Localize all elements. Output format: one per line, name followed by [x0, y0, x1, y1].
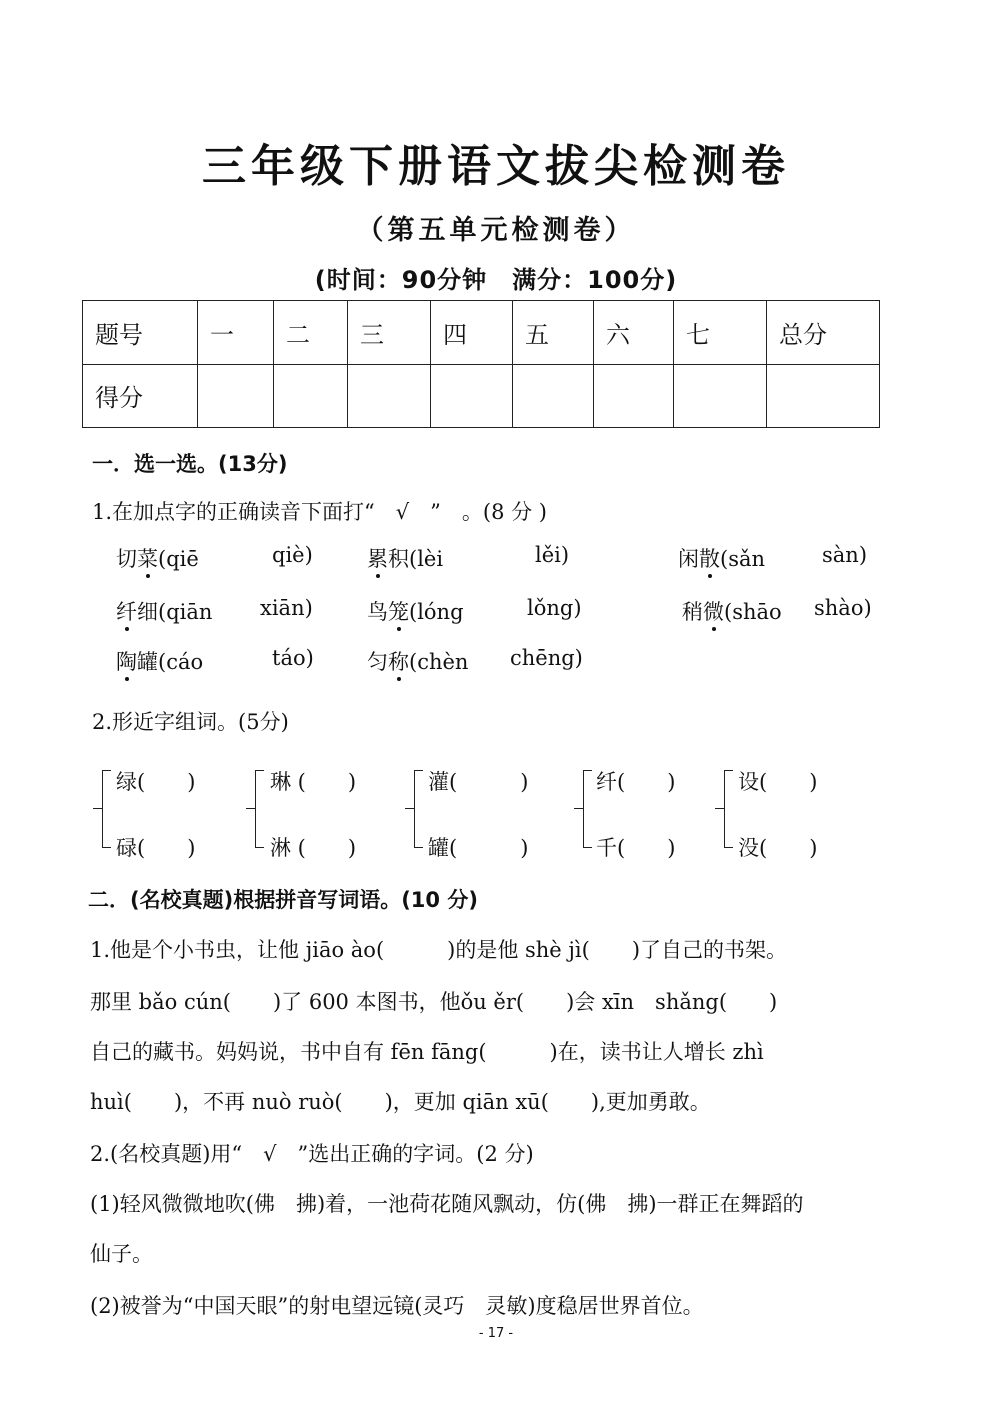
word-pair-a[interactable]: 琳 ( ) — [270, 770, 357, 794]
score-table-cell: 五 — [513, 301, 594, 365]
score-input-cell[interactable] — [274, 364, 348, 428]
word-pair-b[interactable]: 千( ) — [596, 836, 676, 860]
score-table-score-row — [83, 364, 880, 428]
q2-prompt: 2.形近字组词。(5分) — [92, 710, 289, 734]
word-char: 闲 — [678, 547, 699, 571]
pinyin-option[interactable]: sàn) — [822, 543, 868, 567]
word-char: 积 — [388, 547, 409, 571]
page-title: 三年级下册语文拔尖检测卷 — [202, 141, 790, 192]
score-input-cell[interactable] — [431, 364, 513, 428]
word-pair-b[interactable]: 没( ) — [738, 836, 818, 860]
pinyin-item — [682, 596, 782, 626]
score-table-cell: 二 — [274, 301, 348, 365]
pinyin-option[interactable]: (shāo — [724, 600, 782, 624]
paragraph-line: 仙子。 — [90, 1242, 153, 1266]
word-pair-b[interactable]: 罐( ) — [428, 836, 529, 860]
pinyin-item — [367, 596, 464, 626]
dotted-char: 菜 — [137, 543, 158, 573]
dotted-char: 累 — [367, 543, 388, 573]
brace-icon — [255, 770, 264, 848]
word-char: 鸟 — [367, 600, 388, 624]
word-pair-b[interactable]: 淋 ( ) — [270, 836, 357, 860]
score-input-cell[interactable] — [348, 364, 431, 428]
word-pair-a[interactable]: 纤( ) — [596, 770, 676, 794]
brace-icon — [724, 770, 733, 848]
pinyin-option[interactable]: xiān) — [260, 596, 313, 620]
brace-icon — [102, 770, 111, 848]
dotted-char: 陶 — [116, 646, 137, 676]
page-number: - 17 - — [478, 1326, 514, 1341]
dotted-char: 纤 — [116, 596, 137, 626]
pinyin-item — [367, 646, 468, 676]
word-char: 切 — [116, 547, 137, 571]
part1-heading: 一．选一选。(13分) — [92, 452, 288, 476]
dotted-char: 散 — [699, 543, 720, 573]
pinyin-item — [678, 543, 765, 573]
dotted-char: 笼 — [388, 596, 409, 626]
word-char: 稍 — [682, 600, 703, 624]
paragraph-line: 1.他是个小书虫，让他 jiāo ào( )的是他 shè jì( )了自己的书架。 — [90, 938, 788, 962]
word-char: 罐 — [137, 650, 158, 674]
word-char: 匀 — [367, 650, 388, 674]
word-pair-a[interactable]: 设( ) — [738, 770, 818, 794]
score-table-cell: 四 — [431, 301, 513, 365]
pinyin-option[interactable]: lǒng) — [527, 596, 582, 620]
pinyin-option[interactable]: (lóng — [409, 600, 464, 624]
paragraph-line: 那里 bǎo cún( )了 600 本图书，他ǒu ěr( )会 xīn shǎng( ) — [90, 990, 778, 1014]
pinyin-option[interactable]: (chèn — [409, 650, 469, 674]
q1-prompt: 1.在加点字的正确读音下面打“ √ ” 。(8 分 ) — [92, 500, 547, 524]
score-table — [82, 300, 880, 428]
paragraph-line: 自己的藏书。妈妈说，书中自有 fēn fāng( )在，读书让人增长 zhì — [90, 1040, 764, 1064]
score-table-cell: 七 — [674, 301, 767, 365]
pinyin-option[interactable]: shào) — [814, 596, 872, 620]
score-table-header-row — [83, 301, 880, 365]
score-input-cell[interactable] — [513, 364, 594, 428]
score-input-cell[interactable] — [767, 364, 880, 428]
dotted-char: 称 — [388, 646, 409, 676]
pinyin-option[interactable]: (qiē — [158, 547, 199, 571]
paragraph-line: (1)轻风微微地吹(佛 拂)着，一池荷花随风飘动，仿(佛 拂)一群正在舞蹈的 — [90, 1192, 804, 1216]
score-row-label: 得分 — [83, 364, 198, 428]
pinyin-option[interactable]: (cáo — [158, 650, 204, 674]
score-table-cell: 总分 — [767, 301, 880, 365]
pinyin-option[interactable]: (lèi — [409, 547, 444, 571]
score-input-cell[interactable] — [594, 364, 674, 428]
brace-icon — [414, 770, 423, 848]
brace-icon — [583, 770, 592, 848]
part2-heading: 二．(名校真题)根据拼音写词语。(10 分) — [88, 888, 478, 912]
q2-prompt: 2.(名校真题)用“ √ ”选出正确的字词。(2 分) — [90, 1142, 534, 1166]
time-info: (时间：90分钟 满分：100分) — [314, 266, 678, 294]
pinyin-item — [116, 596, 212, 626]
pinyin-option[interactable]: (sǎn — [720, 547, 766, 571]
score-input-cell[interactable] — [674, 364, 767, 428]
word-char: 细 — [137, 600, 158, 624]
pinyin-option[interactable]: táo) — [272, 646, 314, 670]
dotted-char: 微 — [703, 596, 724, 626]
pinyin-option[interactable]: chēng) — [510, 646, 583, 670]
pinyin-option[interactable]: (qiān — [158, 600, 213, 624]
pinyin-item — [116, 646, 203, 676]
score-table-cell: 六 — [594, 301, 674, 365]
score-table-cell: 一 — [198, 301, 274, 365]
paragraph-line: (2)被誉为“中国天眼”的射电望远镜(灵巧 灵敏)度稳居世界首位。 — [90, 1294, 704, 1318]
pinyin-option[interactable]: lěi) — [535, 543, 570, 567]
pinyin-item — [116, 543, 199, 573]
pinyin-item — [367, 543, 443, 573]
score-table-cell: 题号 — [83, 301, 198, 365]
pinyin-option[interactable]: qiè) — [272, 543, 313, 567]
word-pair-b[interactable]: 碌( ) — [116, 836, 196, 860]
score-input-cell[interactable] — [198, 364, 274, 428]
word-pair-a[interactable]: 灌( ) — [428, 770, 529, 794]
score-table-cell: 三 — [348, 301, 431, 365]
word-pair-a[interactable]: 绿( ) — [116, 770, 196, 794]
paragraph-line: huì( )，不再 nuò ruò( )，更加 qiān xū( ),更加勇敢。 — [90, 1090, 711, 1114]
page-subtitle: （第五单元检测卷） — [356, 215, 636, 246]
